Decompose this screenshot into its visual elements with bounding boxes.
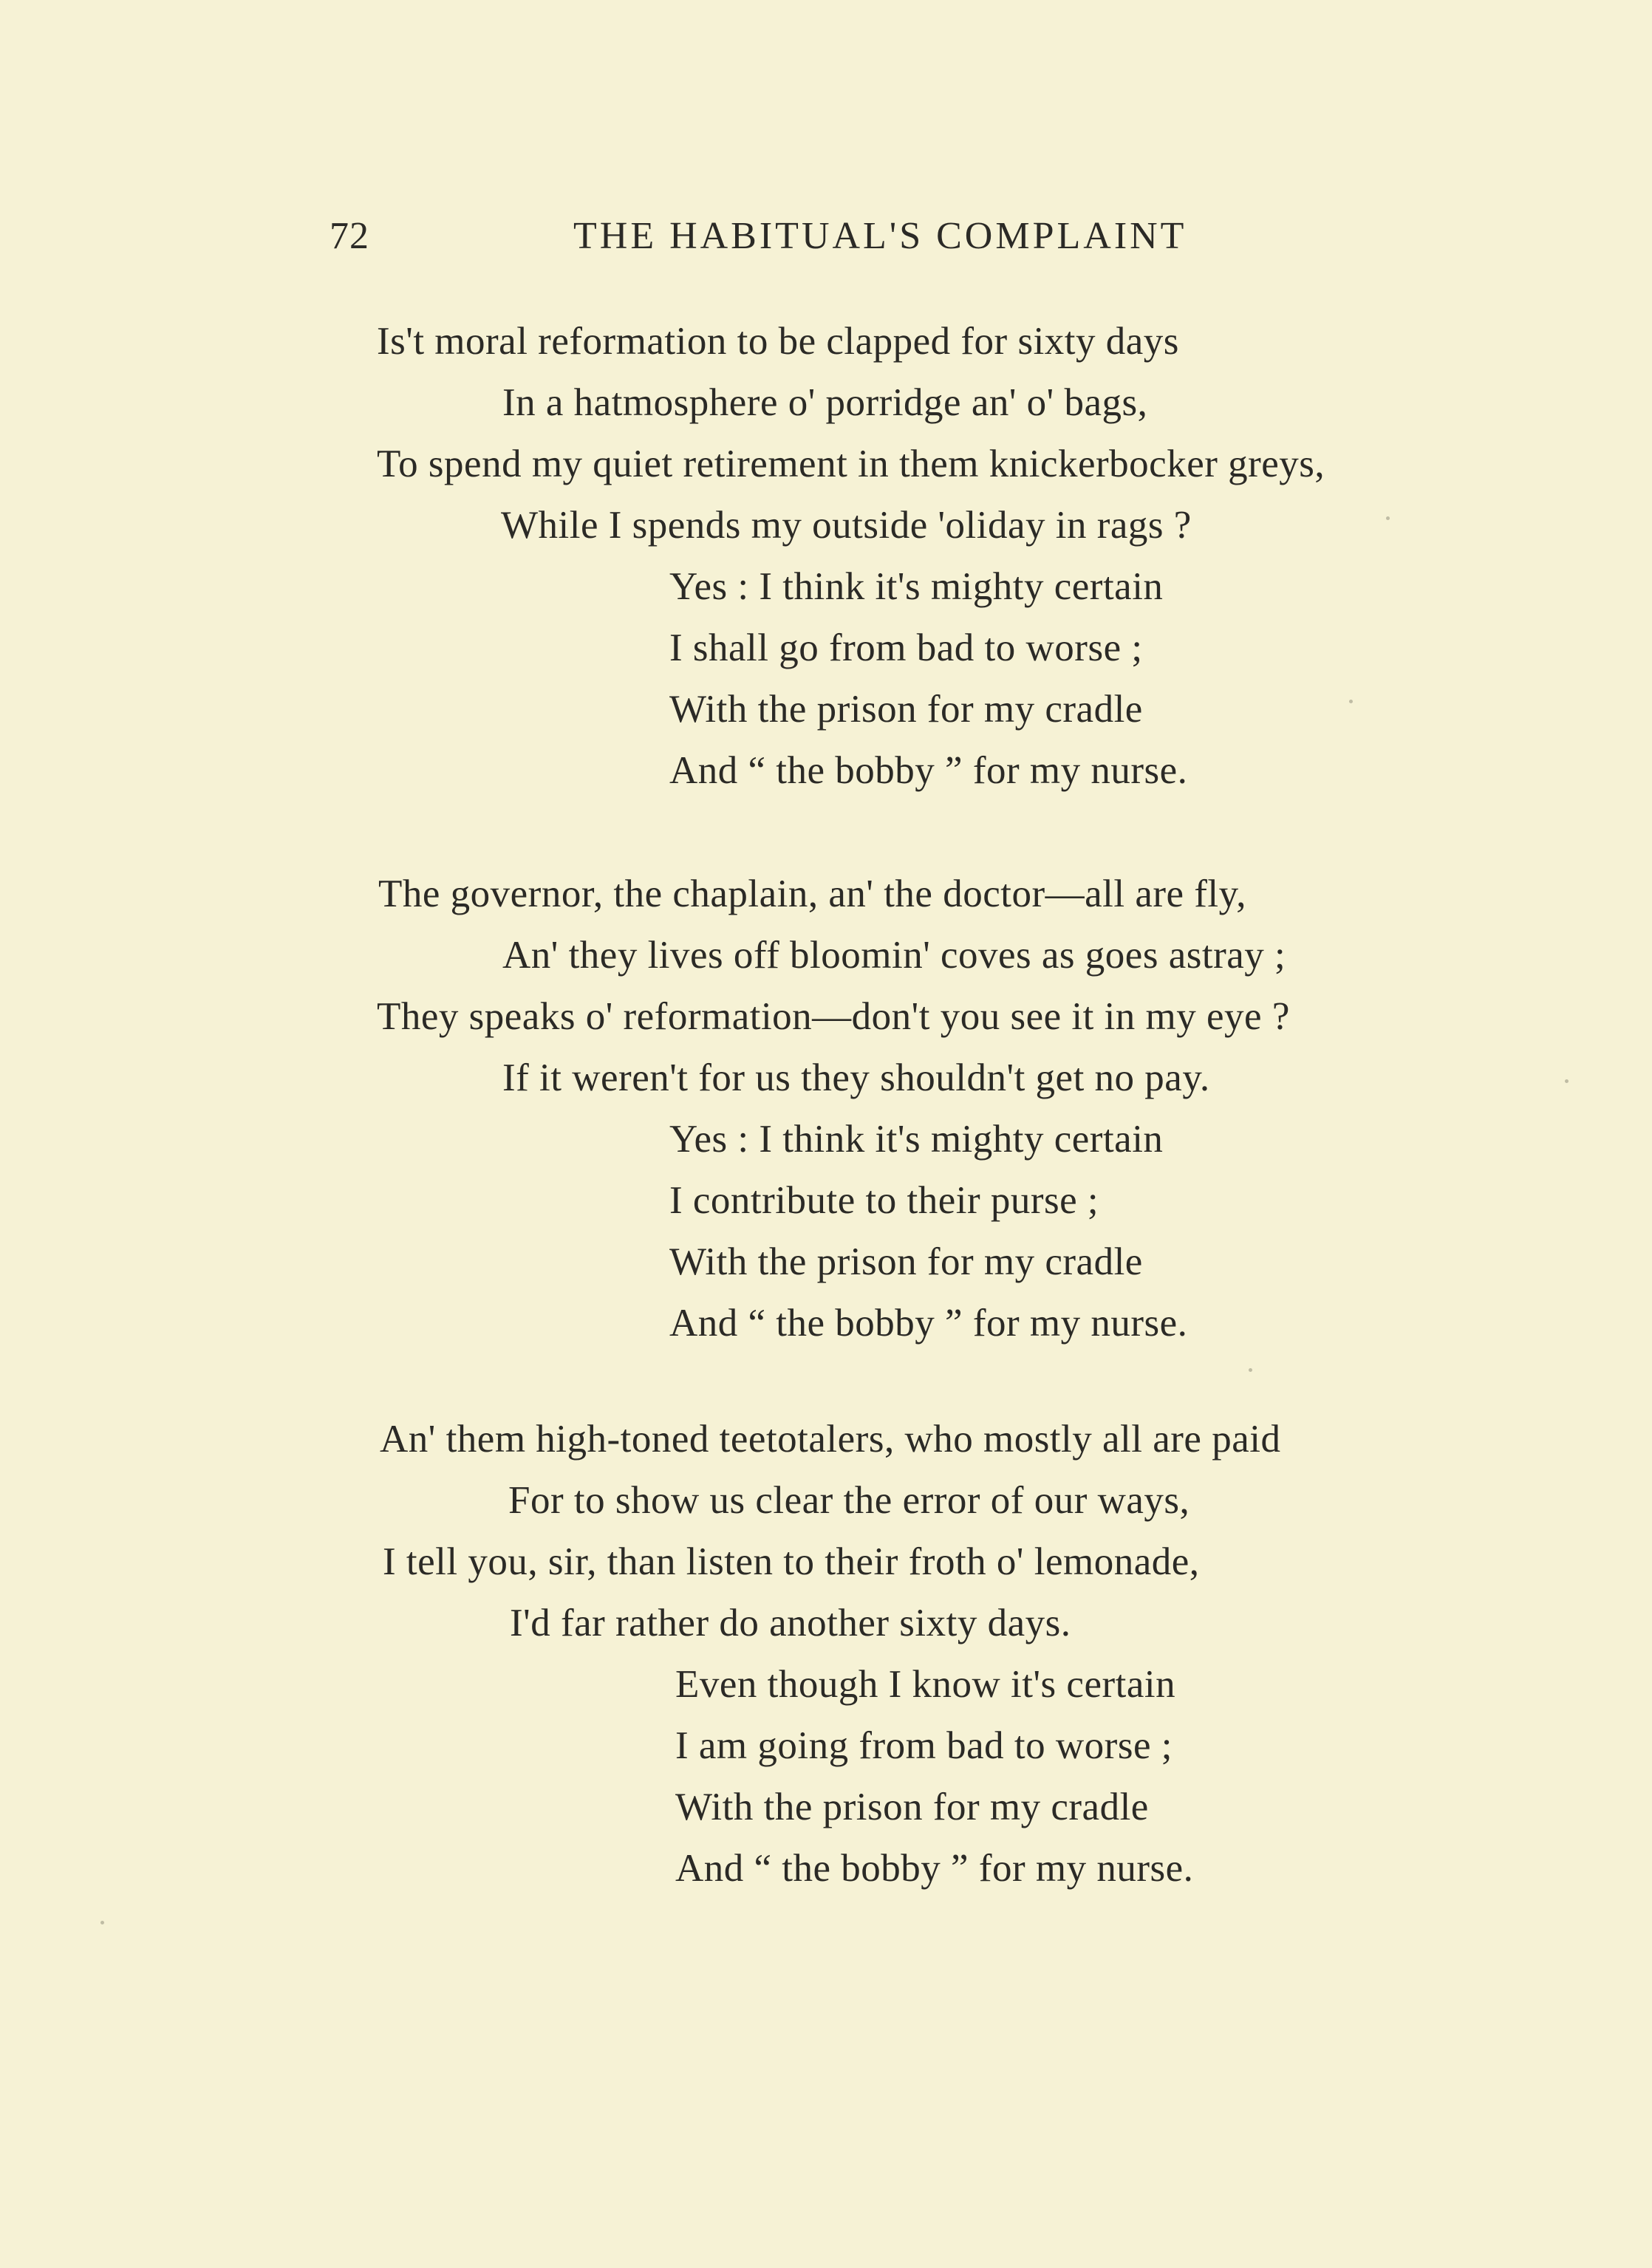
refrain-line: With the prison for my cradle — [669, 688, 1143, 731]
refrain-line: Yes : I think it's mighty certain — [669, 565, 1164, 608]
verse-line: To spend my quiet retirement in them knickerbocker greys, — [377, 443, 1325, 485]
paper-speck — [1386, 516, 1390, 520]
verse-line: In a hatmosphere o' porridge an' o' bags, — [502, 381, 1148, 424]
refrain-line: I contribute to their purse ; — [669, 1179, 1099, 1222]
verse-line: I'd far rather do another sixty days. — [510, 1602, 1071, 1644]
verse-line: I tell you, sir, than listen to their froth o' lemonade, — [383, 1540, 1200, 1583]
refrain-line: And “ the bobby ” for my nurse. — [669, 1302, 1188, 1345]
page-header — [330, 214, 1283, 273]
verse-line: The governor, the chaplain, an' the doctor—all are fly, — [378, 872, 1246, 915]
refrain-line: And “ the bobby ” for my nurse. — [669, 749, 1188, 792]
verse-line: Is't moral reformation to be clapped for sixty days — [377, 320, 1179, 363]
refrain-line: I am going from bad to worse ; — [675, 1724, 1173, 1767]
running-title: THE HABITUAL'S COMPLAINT — [573, 215, 1187, 257]
refrain-line: And “ the bobby ” for my nurse. — [675, 1847, 1194, 1890]
verse-line: An' they lives off bloomin' coves as goes astray ; — [502, 934, 1286, 977]
refrain-line: With the prison for my cradle — [669, 1240, 1143, 1283]
refrain-line: Even though I know it's certain — [675, 1663, 1176, 1706]
refrain-line: I shall go from bad to worse ; — [669, 626, 1143, 669]
verse-line: If it weren't for us they shouldn't get no pay. — [502, 1056, 1210, 1099]
page-number: 72 — [330, 215, 369, 257]
verse-line: For to show us clear the error of our ways, — [508, 1479, 1190, 1522]
refrain-line: Yes : I think it's mighty certain — [669, 1118, 1164, 1161]
verse-line: They speaks o' reformation—don't you see it in my eye ? — [377, 995, 1290, 1038]
verse-line: While I spends my outside 'oliday in rags ? — [501, 504, 1192, 547]
refrain-line: With the prison for my cradle — [675, 1786, 1149, 1828]
verse-line: An' them high-toned teetotalers, who mostly all are paid — [380, 1418, 1281, 1461]
paper-speck — [1565, 1079, 1569, 1083]
paper-speck — [1349, 700, 1353, 703]
paper-speck — [1249, 1368, 1252, 1372]
paper-speck — [100, 1921, 104, 1924]
